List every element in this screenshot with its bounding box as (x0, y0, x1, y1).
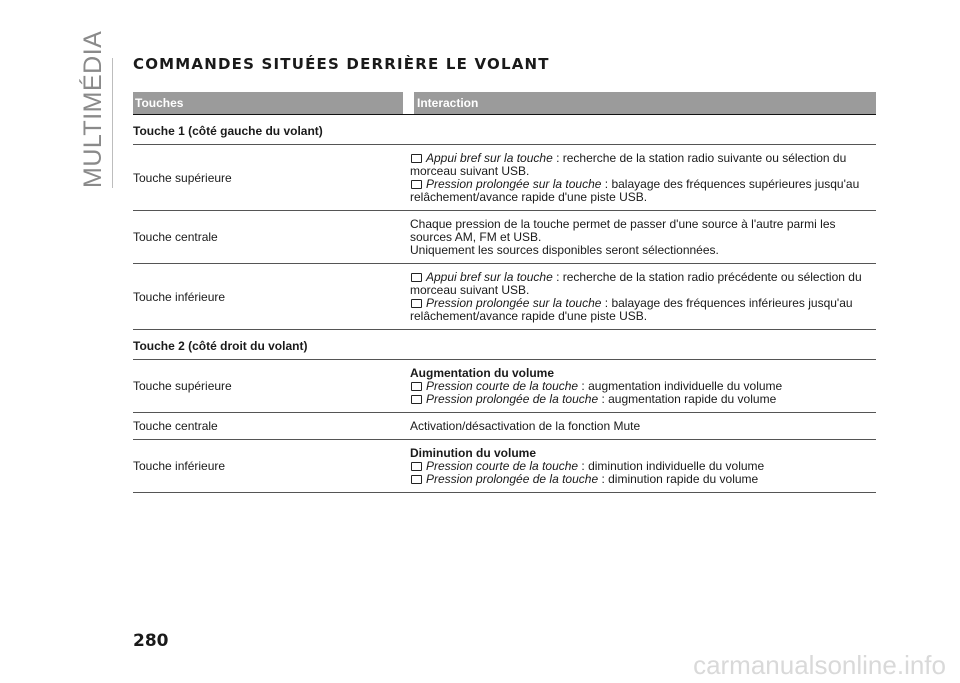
row-value: Appui bref sur la touche : recherche de la station radio suivante ou sélection du morceau suivant USB. Pression prolongée sur la touche : balayage des fréquences supérieures jusqu'au relâchement/avance rapide d'une piste USB. (410, 151, 860, 204)
row-value: Diminution du volume Pression courte de la touche : diminution individuelle du volume Pression prolongée de la touche : diminution rapide du volume (410, 446, 765, 486)
button-icon (411, 395, 422, 404)
button-icon (411, 299, 422, 308)
row-value: Augmentation du volume Pression courte de la touche : augmentation individuelle du volume Pression prolongée de la touche : augmentation rapide du volume (410, 366, 783, 406)
row-key: Touche supérieure (133, 170, 232, 185)
header-interaction: Interaction (414, 92, 876, 114)
chapter-divider (112, 58, 113, 188)
row-key: Touche centrale (133, 419, 218, 433)
page-title: COMMANDES SITUÉES DERRIÈRE LE VOLANT (133, 55, 550, 73)
table-header (133, 92, 876, 115)
table-row (133, 211, 876, 264)
button-icon (411, 273, 422, 282)
chapter-tab (78, 30, 108, 188)
row-key: Touche centrale (133, 230, 218, 244)
row-key: Touche inférieure (133, 459, 226, 473)
row-value: Appui bref sur la touche : recherche de la station radio précédente ou sélection du morceau suivant USB. Pression prolongée sur la touche : balayage des fréquences inférieures jusqu'au relâchement/avance rapide d'une piste USB. (410, 270, 862, 323)
button-icon (411, 382, 422, 391)
row-value: Activation/désactivation de la fonction Mute (410, 419, 641, 433)
row-key: Touche inférieure (133, 289, 226, 304)
chapter-label: MULTIMÉDIA (79, 30, 107, 188)
table-row (133, 440, 876, 493)
row-value: Chaque pression de la touche permet de passer d'une source à l'autre parmi les sources AM, FM et USB. Uniquement les sources disponibles seront sélectionnées. (410, 217, 836, 257)
watermark: carmanualsonline.info (693, 650, 946, 680)
row-key: Touche supérieure (133, 379, 232, 393)
header-keys: Touches (133, 92, 403, 114)
table-row (133, 360, 876, 413)
button-icon (411, 475, 422, 484)
button-icon (411, 154, 422, 163)
button-icon (411, 180, 422, 189)
section-touche-1: Touche 1 (côté gauche du volant) (133, 115, 876, 145)
page-number: 280 (133, 631, 169, 651)
controls-table (133, 92, 876, 493)
table-row (133, 145, 876, 211)
section-touche-2: Touche 2 (côté droit du volant) (133, 330, 876, 360)
table-row (133, 413, 876, 440)
button-icon (411, 462, 422, 471)
table-row (133, 264, 876, 330)
